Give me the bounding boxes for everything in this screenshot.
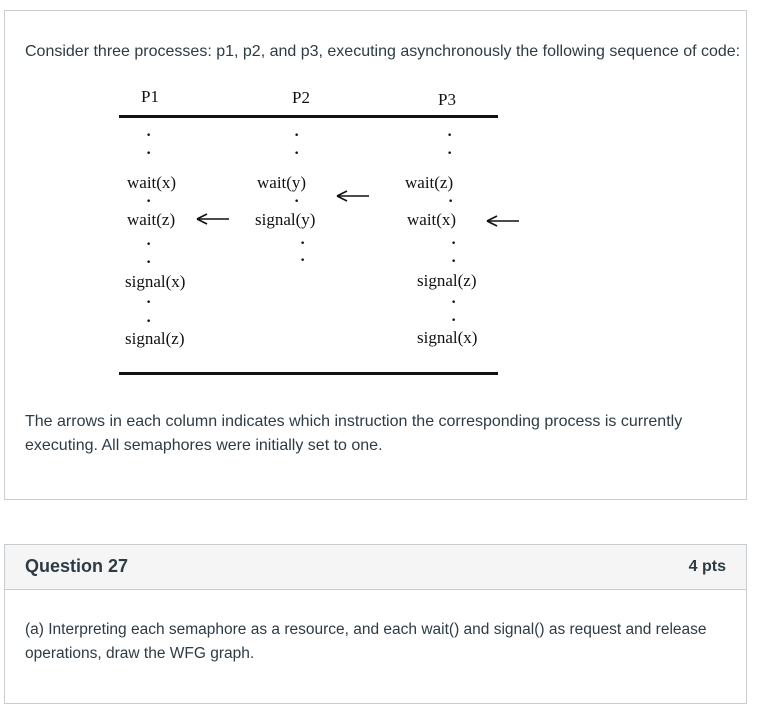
p2-line-wait-y: wait(y) xyxy=(257,173,307,192)
column-header-p1: P1 xyxy=(141,87,159,106)
p1-line-wait-x: wait(x) xyxy=(127,173,177,192)
ellipsis-dot: · xyxy=(447,145,453,162)
ellipsis-dot: · xyxy=(146,193,152,210)
p1-line-signal-x: signal(x) xyxy=(125,272,186,291)
top-rule xyxy=(119,115,498,118)
p3-line-wait-z: wait(z) xyxy=(405,173,454,192)
ellipsis-dot: · xyxy=(300,252,306,269)
ellipsis-dot: · xyxy=(451,235,457,252)
p3-line-signal-x: signal(x) xyxy=(417,328,478,347)
p1-line-wait-z: wait(z) xyxy=(127,210,176,229)
column-header-p2: P2 xyxy=(292,88,310,107)
p1-line-signal-z: signal(z) xyxy=(125,329,185,348)
question-card xyxy=(4,544,747,704)
ellipsis-dot: · xyxy=(451,312,457,329)
current-instruction-arrow-icon xyxy=(195,213,231,225)
ellipsis-dot: · xyxy=(448,193,454,210)
problem-intro: Consider three processes: p1, p2, and p3, executing asynchronously the following sequence of code: xyxy=(25,43,741,60)
ellipsis-dot: · xyxy=(146,236,152,253)
ellipsis-dot: · xyxy=(294,127,300,144)
column-header-p3: P3 xyxy=(438,90,456,109)
p2-line-signal-y: signal(y) xyxy=(255,210,316,229)
problem-card xyxy=(4,10,747,500)
question-title: Question 27 xyxy=(25,556,129,576)
question-header xyxy=(5,545,746,590)
ellipsis-dot: · xyxy=(146,145,152,162)
p3-line-signal-z: signal(z) xyxy=(417,271,477,290)
problem-outro: The arrows in each column indicates which instruction the corresponding process is currently executing. All semaphores were initially set to one. xyxy=(25,413,683,454)
bottom-rule xyxy=(119,372,498,375)
question-points: 4 pts xyxy=(688,558,726,575)
ellipsis-dot: · xyxy=(300,235,306,252)
p3-line-wait-x: wait(x) xyxy=(407,210,457,229)
ellipsis-dot: · xyxy=(146,313,152,330)
ellipsis-dot: · xyxy=(146,294,152,311)
ellipsis-dot: · xyxy=(146,254,152,271)
ellipsis-dot: · xyxy=(447,127,453,144)
ellipsis-dot: · xyxy=(294,193,300,210)
ellipsis-dot: · xyxy=(451,253,457,270)
ellipsis-dot: · xyxy=(146,127,152,144)
ellipsis-dot: · xyxy=(451,294,457,311)
current-instruction-arrow-icon xyxy=(335,190,371,202)
question-text: (a) Interpreting each semaphore as a resource, and each wait() and signal() as request and release operations, draw the WFG graph. xyxy=(25,621,707,662)
current-instruction-arrow-icon xyxy=(485,215,521,227)
ellipsis-dot: · xyxy=(294,145,300,162)
